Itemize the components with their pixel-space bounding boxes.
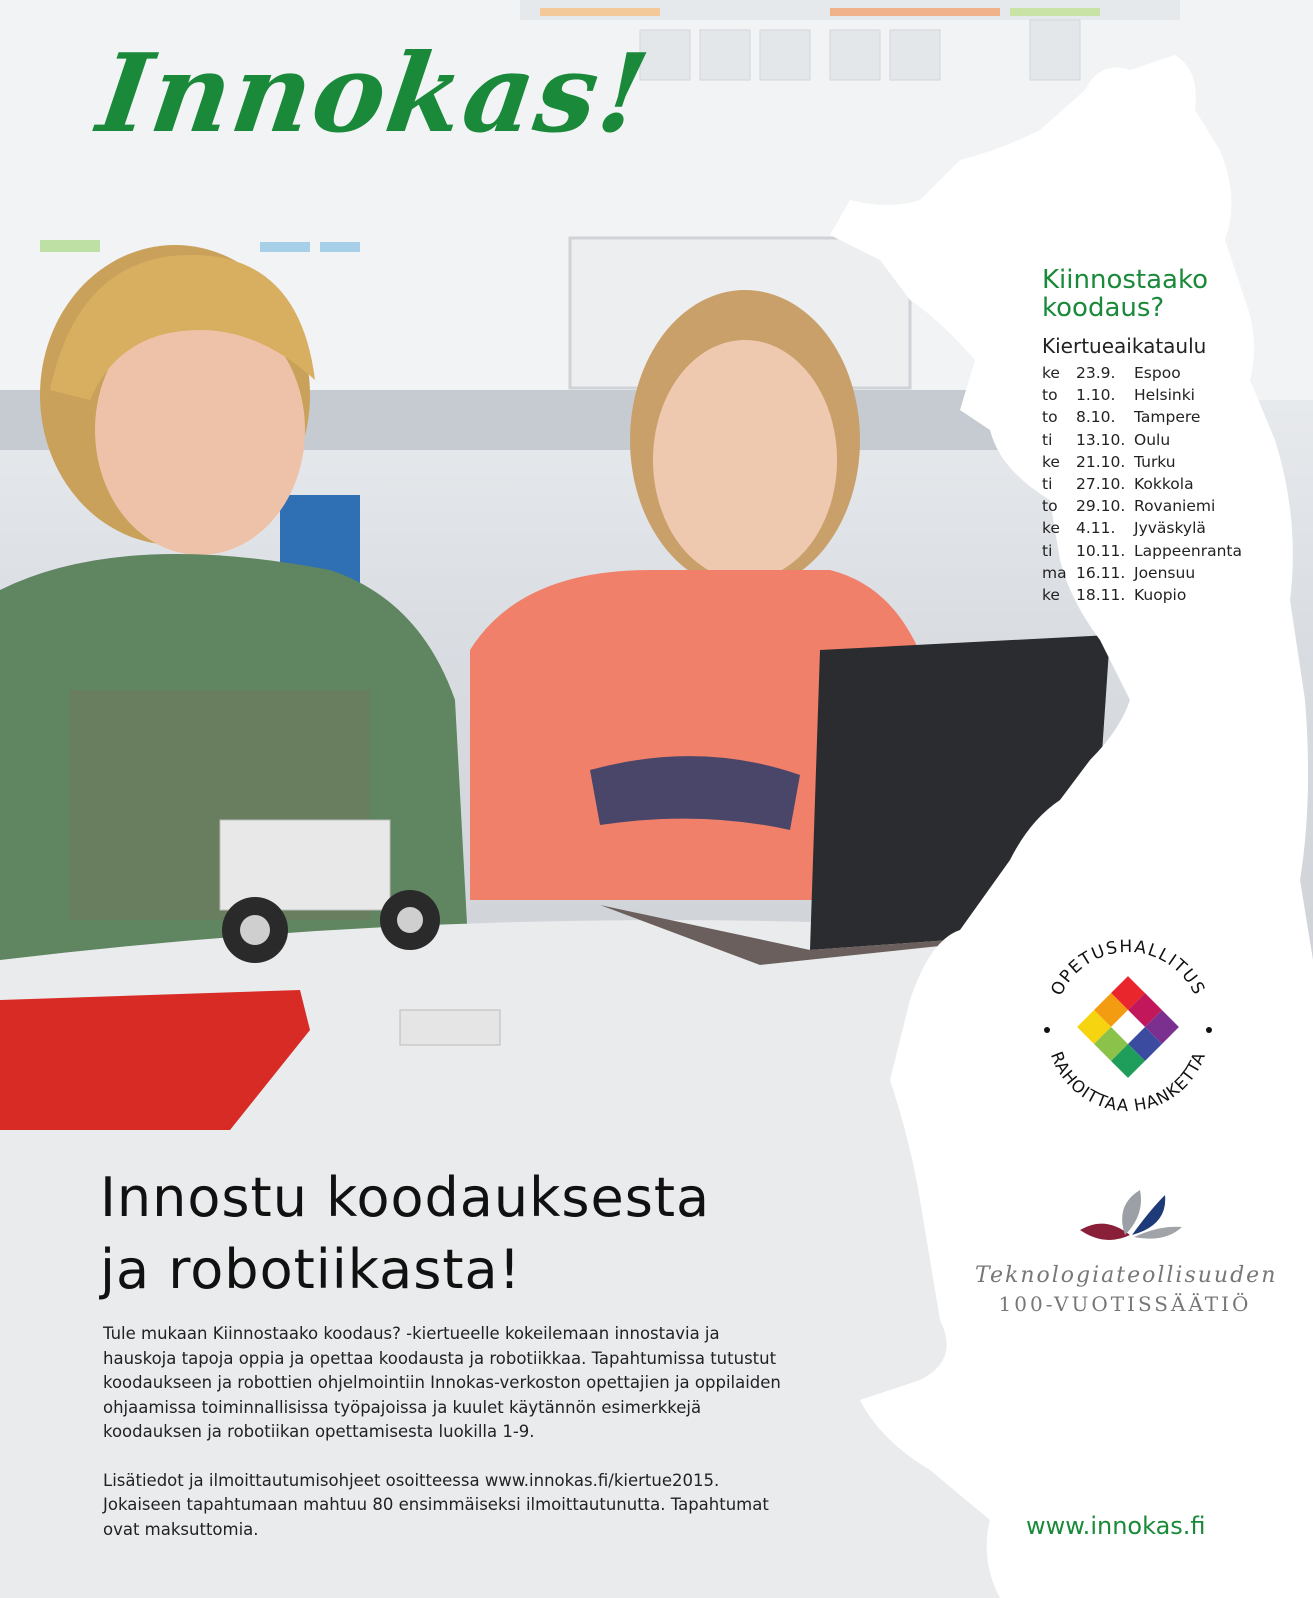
body-paragraph-1: Tule mukaan Kiinnostaako koodaus? -kiertueelle kokeilemaan innostavia ja hauskoja tapoja oppia ja opettaa koodausta ja robotiikkaa. Tapahtumissa tutustut koodaukseen ja robottien ohjelmointiin Innokas-verkoston opettajien ja oppilaiden ohjaamissa toiminnallisissa työpajoissa ja kuulet käytännön esimerkkejä koodauksen ja robotiikan opettamisesta luokilla 1-9.: [103, 1324, 781, 1441]
tour-title-line1: Kiinnostaako: [1042, 265, 1209, 295]
schedule-city: Turku: [1134, 452, 1176, 471]
tekno-subtitle: 100-VUOTISSÄÄTIÖ: [998, 1292, 1252, 1316]
schedule-row: [1042, 429, 1282, 451]
headline-line2: ja robotiikasta!: [100, 1238, 522, 1301]
schedule-date: 21.10.: [1076, 452, 1126, 471]
schedule-day: ti: [1042, 541, 1053, 560]
schedule-city: Joensuu: [1134, 563, 1196, 582]
schedule-date: 18.11.: [1076, 585, 1126, 604]
schedule-city: Jyväskylä: [1134, 519, 1206, 538]
teknologiateollisuus-logo: [975, 1185, 1278, 1316]
schedule-day: ke: [1042, 452, 1060, 471]
schedule-date: 27.10.: [1076, 474, 1126, 493]
schedule-row: [1042, 384, 1282, 406]
schedule-day: ti: [1042, 474, 1053, 493]
schedule-city: Kuopio: [1134, 585, 1187, 604]
tour-title: [1042, 266, 1282, 322]
schedule-city: Helsinki: [1134, 386, 1195, 405]
schedule-row: [1042, 362, 1282, 384]
diamond-logo-icon: [1077, 976, 1179, 1078]
schedule-row: [1042, 473, 1282, 495]
schedule-row: [1042, 562, 1282, 584]
schedule-city: Kokkola: [1134, 474, 1194, 493]
schedule-date: 8.10.: [1076, 408, 1116, 427]
schedule-city: Espoo: [1134, 364, 1181, 382]
schedule-row: [1042, 495, 1282, 517]
innokas-logo: Innokas!: [91, 31, 658, 157]
tekno-flower-icon: [1060, 1185, 1190, 1255]
schedule-day: to: [1042, 408, 1058, 427]
schedule-row: [1042, 451, 1282, 473]
schedule-day: ti: [1042, 430, 1053, 449]
website-url: www.innokas.fi: [1026, 1512, 1206, 1540]
schedule-date: 29.10.: [1076, 497, 1126, 516]
schedule-city: Rovaniemi: [1134, 497, 1216, 516]
badge-top-text: OPETUSHALLITUS: [1047, 936, 1209, 1000]
schedule-day: ke: [1042, 364, 1060, 382]
headline: [100, 1162, 820, 1306]
schedule-day: ke: [1042, 585, 1060, 604]
schedule-city: Tampere: [1134, 408, 1201, 427]
opetushallitus-badge: [1033, 930, 1223, 1120]
schedule-date: 10.11.: [1076, 541, 1126, 560]
schedule-city: Lappeenranta: [1134, 541, 1242, 560]
tour-subtitle: Kiertueaikataulu: [1042, 334, 1207, 358]
tekno-name: Teknologiateollisuuden: [975, 1263, 1278, 1288]
schedule-date: 13.10.: [1076, 430, 1126, 449]
schedule-row: [1042, 584, 1282, 606]
schedule-day: ke: [1042, 519, 1060, 538]
schedule-date: 1.10.: [1076, 386, 1116, 405]
schedule-day: to: [1042, 386, 1058, 405]
schedule-date: 4.11.: [1076, 519, 1116, 538]
schedule-date: 16.11.: [1076, 563, 1126, 582]
schedule-day: ma: [1042, 563, 1067, 582]
headline-line1: Innostu koodauksesta: [100, 1166, 711, 1229]
badge-bottom-text: RAHOITTAA HANKETTA: [1046, 1048, 1210, 1116]
schedule-row: [1042, 517, 1282, 539]
body-text: [103, 1322, 783, 1566]
schedule-date: 23.9.: [1076, 364, 1116, 382]
schedule-row: [1042, 406, 1282, 428]
schedule-row: [1042, 540, 1282, 562]
schedule-day: to: [1042, 497, 1058, 516]
tour-schedule-panel: [1042, 266, 1282, 606]
tour-title-line2: koodaus?: [1042, 293, 1165, 323]
schedule-city: Oulu: [1134, 430, 1171, 449]
body-paragraph-2: Lisätiedot ja ilmoittautumisohjeet osoitteessa www.innokas.fi/kiertue2015. Jokaiseen tapahtumaan mahtuu 80 ensimmäiseksi ilmoittautunutta. Tapahtumat ovat maksuttomia.: [103, 1470, 769, 1539]
schedule-list: [1042, 362, 1282, 606]
